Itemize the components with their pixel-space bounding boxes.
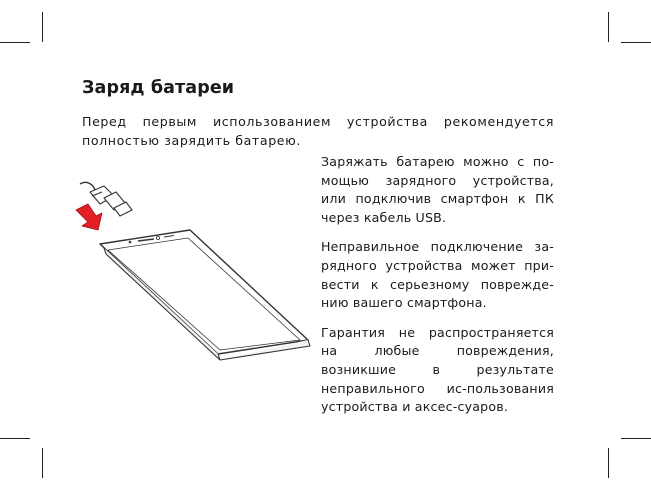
smartphone-icon [100,230,310,360]
body-column [321,153,554,428]
body-paragraph-2: Неправильное подключение за-рядного устройства может при-вести к серьезному поврежде-нию вашего смартфона. [321,239,554,311]
crop-mark [608,12,609,42]
crop-mark [0,42,30,43]
body-paragraph-3: Гарантия не распространяется на любые повреждения, возникшие в результате неправильного ис-пользования устройства и аксес-суаров. [321,324,554,415]
crop-mark [0,438,30,439]
crop-mark [621,42,651,43]
intro-paragraph: Перед первым использованием устройства рекомендуется полностью зарядить батарею. [82,114,554,148]
insert-arrow-icon [76,204,102,230]
crop-mark [42,12,43,42]
charging-illustration [70,178,315,363]
body-paragraph-1: Заряжать батарею можно с по-мощью зарядного устройства, или подключив смартфон к ПК через кабель USB. [321,154,554,225]
crop-mark [42,448,43,478]
crop-mark [621,438,651,439]
crop-mark [608,448,609,478]
page-title: Заряд батареи [82,78,235,98]
